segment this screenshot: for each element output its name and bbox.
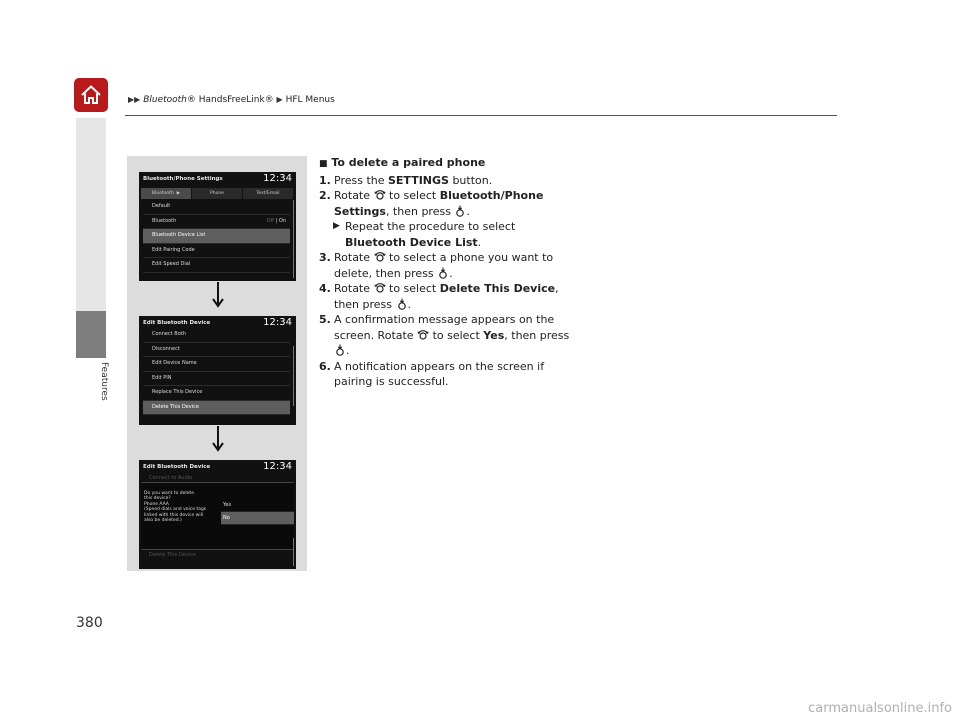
screen-delete-confirmation <box>139 460 296 569</box>
page-number: 380 <box>76 615 103 631</box>
step-5: 5. A confirmation message appears on the screen. Rotate to select Yes, then press . <box>319 313 570 357</box>
menu-item-disconnect[interactable]: Disconnect <box>143 343 290 358</box>
instructions <box>319 155 579 390</box>
home-button[interactable] <box>74 78 108 112</box>
screen-clock: 12:34 <box>263 173 292 184</box>
tab-phone[interactable]: Phone <box>192 188 242 199</box>
tab-text-email[interactable]: Text/Email <box>243 188 293 199</box>
dialog-option-yes[interactable]: Yes <box>221 499 294 512</box>
breadcrumb-arrow-icon: ▶▶ <box>128 95 141 104</box>
menu-list <box>143 328 290 415</box>
note-arrow-icon: ▶ <box>333 221 340 231</box>
sidebar-section-bar <box>76 118 106 311</box>
rotate-knob-icon <box>417 329 429 341</box>
watermark: carmanualsonline.info <box>808 701 952 716</box>
breadcrumb-link-bluetooth[interactable]: Bluetooth® HandsFreeLink® <box>143 95 274 105</box>
dialog-message: Do you want to delete this device? Phone AAA (Speed dials and voice tags linked with this device will also be deleted.) <box>144 491 207 524</box>
menu-item-edit-device-name[interactable]: Edit Device Name <box>143 357 290 372</box>
menu-item-bluetooth-device-list[interactable]: Bluetooth Device List <box>143 229 290 244</box>
step-2: 2. Rotate to select Bluetooth/Phone Settings, then press . <box>319 189 544 218</box>
menu-item-behind-dialog: Delete This Device <box>149 552 196 558</box>
step-1: 1. Press the SETTINGS button. <box>319 173 493 187</box>
scrollbar[interactable] <box>293 538 295 566</box>
rotate-knob-icon <box>374 189 386 201</box>
breadcrumb-link-hfl-menus[interactable]: HFL Menus <box>285 95 335 105</box>
menu-item-replace-this-device[interactable]: Replace This Device <box>143 386 290 401</box>
rotate-knob-icon <box>374 282 386 294</box>
down-arrow-icon <box>211 426 225 452</box>
dialog-options <box>221 499 294 525</box>
breadcrumb-arrow-icon: ▶ <box>276 95 283 104</box>
menu-item-edit-speed-dial[interactable]: Edit Speed Dial <box>143 258 290 273</box>
screen-clock: 12:34 <box>263 461 292 472</box>
menu-item-behind-dialog: Connect to Audio <box>149 475 193 481</box>
screen-title: Bluetooth/Phone Settings <box>143 176 223 182</box>
scrollbar[interactable] <box>293 346 295 406</box>
sidebar-active-tab[interactable] <box>76 311 106 358</box>
screenshot-panel <box>127 156 307 571</box>
press-knob-icon <box>454 205 466 217</box>
step-4: 4. Rotate to select Delete This Device, then press . <box>319 282 559 311</box>
menu-item-edit-pin[interactable]: Edit PIN <box>143 372 290 387</box>
menu-list <box>143 200 290 273</box>
section-heading: ■ To delete a paired phone <box>319 156 486 169</box>
screen-title: Edit Bluetooth Device <box>143 320 211 326</box>
breadcrumb <box>128 95 335 105</box>
header-rule <box>125 115 837 116</box>
menu-item-bluetooth[interactable]: Bluetooth Off | On <box>143 215 290 230</box>
screen-title: Edit Bluetooth Device <box>143 464 211 470</box>
scrollbar[interactable] <box>293 200 295 278</box>
down-arrow-icon <box>211 282 225 308</box>
sidebar-features-label: Features <box>99 362 109 401</box>
home-icon <box>79 83 103 107</box>
rotate-knob-icon <box>374 251 386 263</box>
menu-item-edit-pairing-code[interactable]: Edit Pairing Code <box>143 244 290 259</box>
press-knob-icon <box>334 344 346 356</box>
screen-bluetooth-phone-settings <box>139 172 296 281</box>
press-knob-icon <box>396 298 408 310</box>
screen-clock: 12:34 <box>263 317 292 328</box>
confirmation-dialog <box>141 482 294 550</box>
step-6: 6. A notification appears on the screen if pairing is successful. <box>319 359 545 388</box>
tab-bluetooth[interactable]: Bluetooth ▶ <box>141 188 191 199</box>
menu-item-connect-both[interactable]: Connect Both <box>143 328 290 343</box>
menu-item-default[interactable]: Default <box>143 200 290 215</box>
press-knob-icon <box>437 267 449 279</box>
screen-tabs <box>141 188 294 199</box>
step-2-note: ▶ Repeat the procedure to select Bluetooth Device List. <box>333 220 516 249</box>
dialog-option-no[interactable]: No <box>221 512 294 525</box>
screen-edit-bluetooth-device <box>139 316 296 425</box>
tab-marker-icon: ▶ <box>176 191 181 196</box>
step-3: 3. Rotate to select a phone you want to delete, then press . <box>319 251 554 280</box>
menu-item-delete-this-device[interactable]: Delete This Device <box>143 401 290 416</box>
